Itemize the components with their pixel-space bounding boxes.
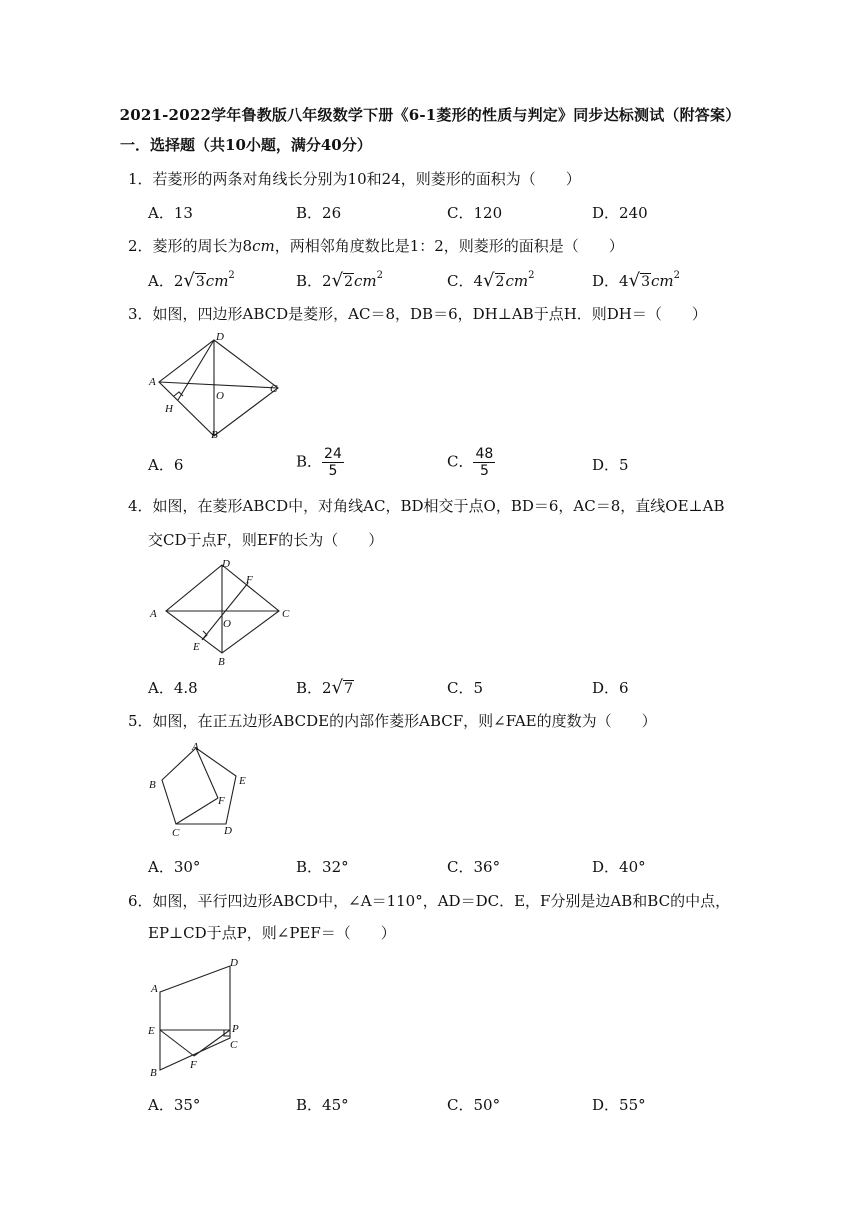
q6-option-d: D．55°: [592, 1096, 646, 1114]
q2-option-b: B．$2√2cm^2$: [296, 270, 383, 291]
q6-label-e: E: [148, 1025, 155, 1037]
q3-option-b: B． $\frac{24}{5}$: [296, 446, 342, 479]
q1-option-c: C．120: [447, 204, 503, 222]
q5-option-b: B．32°: [296, 858, 349, 876]
q6-label-d: D: [230, 957, 238, 969]
q6-label-p: P: [232, 1023, 239, 1035]
q3-label-a: A: [149, 376, 156, 388]
q1-option-b: B．26: [296, 204, 342, 222]
q4-label-f: F: [246, 574, 253, 586]
q6-option-b: B．45°: [296, 1096, 349, 1114]
question-4-stem-line2: 交CD于点F，则EF的长为（ ）: [148, 531, 384, 549]
q3-label-b: B: [211, 429, 218, 441]
q4-label-d: D: [222, 558, 230, 570]
q4-option-c: C．5: [447, 679, 484, 697]
q5-pentagon-figure: [144, 738, 264, 843]
question-3-stem: 3．如图，四边形ABCD是菱形，AC＝8，DB＝6，DH⊥AB于点H．则DH＝（ ）: [128, 305, 707, 323]
q5-option-c: C．36°: [447, 858, 501, 876]
q5-option-d: D．40°: [592, 858, 646, 876]
q5-label-f: F: [218, 795, 225, 807]
question-6-stem-line1: 6．如图，平行四边形ABCD中，∠A＝110°，AD＝DC．E，F分别是边AB和BC的中点，: [128, 892, 731, 910]
q5-option-a: A．30°: [148, 858, 201, 876]
q6-option-a: A．35°: [148, 1096, 201, 1114]
q2-option-a: A．$2√3cm^2$: [148, 270, 235, 291]
q4-option-b: B．2√7: [296, 677, 353, 698]
q6-label-c: C: [230, 1039, 238, 1051]
q5-label-c: C: [172, 827, 180, 839]
q4-label-c: C: [282, 608, 290, 620]
q6-label-f: F: [190, 1059, 197, 1071]
q3-option-c: C． $\frac{48}{5}$: [447, 446, 494, 479]
question-2-stem: 2．菱形的周长为8cm，两相邻角度数比是1：2，则菱形的面积是（ ）: [128, 237, 624, 255]
q3-label-o: O: [216, 390, 224, 402]
q4-option-a: A．4.8: [148, 679, 198, 697]
q3-label-h: H: [165, 403, 173, 415]
q4-label-o: O: [223, 618, 231, 630]
q3-label-d: D: [216, 331, 224, 343]
q5-label-e: E: [239, 775, 246, 787]
q1-option-a: A．13: [148, 204, 193, 222]
q4-label-a: A: [150, 608, 157, 620]
q3-option-a: A．6: [148, 456, 184, 474]
q1-option-d: D．240: [592, 204, 648, 222]
document-title: 2021-2022学年鲁教版八年级数学下册《6-1菱形的性质与判定》同步达标测试（附答案）: [119, 106, 741, 124]
q5-label-b: B: [149, 779, 156, 791]
q2-option-d: D．$4√3cm^2$: [592, 270, 680, 291]
q5-label-a: A: [192, 741, 199, 753]
q6-parallelogram-figure: [144, 952, 254, 1080]
q2-option-c: C．$4√2cm^2$: [447, 270, 535, 291]
q3-rhombus-figure: [144, 330, 284, 442]
q3-option-d: D．5: [592, 456, 629, 474]
q5-label-d: D: [224, 825, 232, 837]
section-heading: 一．选择题（共10小题，满分40分）: [120, 136, 372, 154]
q6-label-a: A: [151, 983, 158, 995]
q4-rhombus-figure: [144, 555, 304, 670]
question-5-stem: 5．如图，在正五边形ABCDE的内部作菱形ABCF，则∠FAE的度数为（ ）: [128, 712, 657, 730]
q6-label-b: B: [150, 1067, 157, 1079]
q6-option-c: C．50°: [447, 1096, 501, 1114]
question-4-stem-line1: 4．如图，在菱形ABCD中，对角线AC，BD相交于点O，BD＝6，AC＝8，直线OE⊥AB: [128, 497, 725, 515]
q4-option-d: D．6: [592, 679, 629, 697]
question-1-stem: 1．若菱形的两条对角线长分别为10和24，则菱形的面积为（ ）: [128, 170, 581, 188]
q4-label-e: E: [193, 641, 200, 653]
q3-label-c: C: [270, 383, 278, 395]
question-6-stem-line2: EP⊥CD于点P，则∠PEF＝（ ）: [148, 924, 396, 942]
q4-label-b: B: [218, 656, 225, 668]
